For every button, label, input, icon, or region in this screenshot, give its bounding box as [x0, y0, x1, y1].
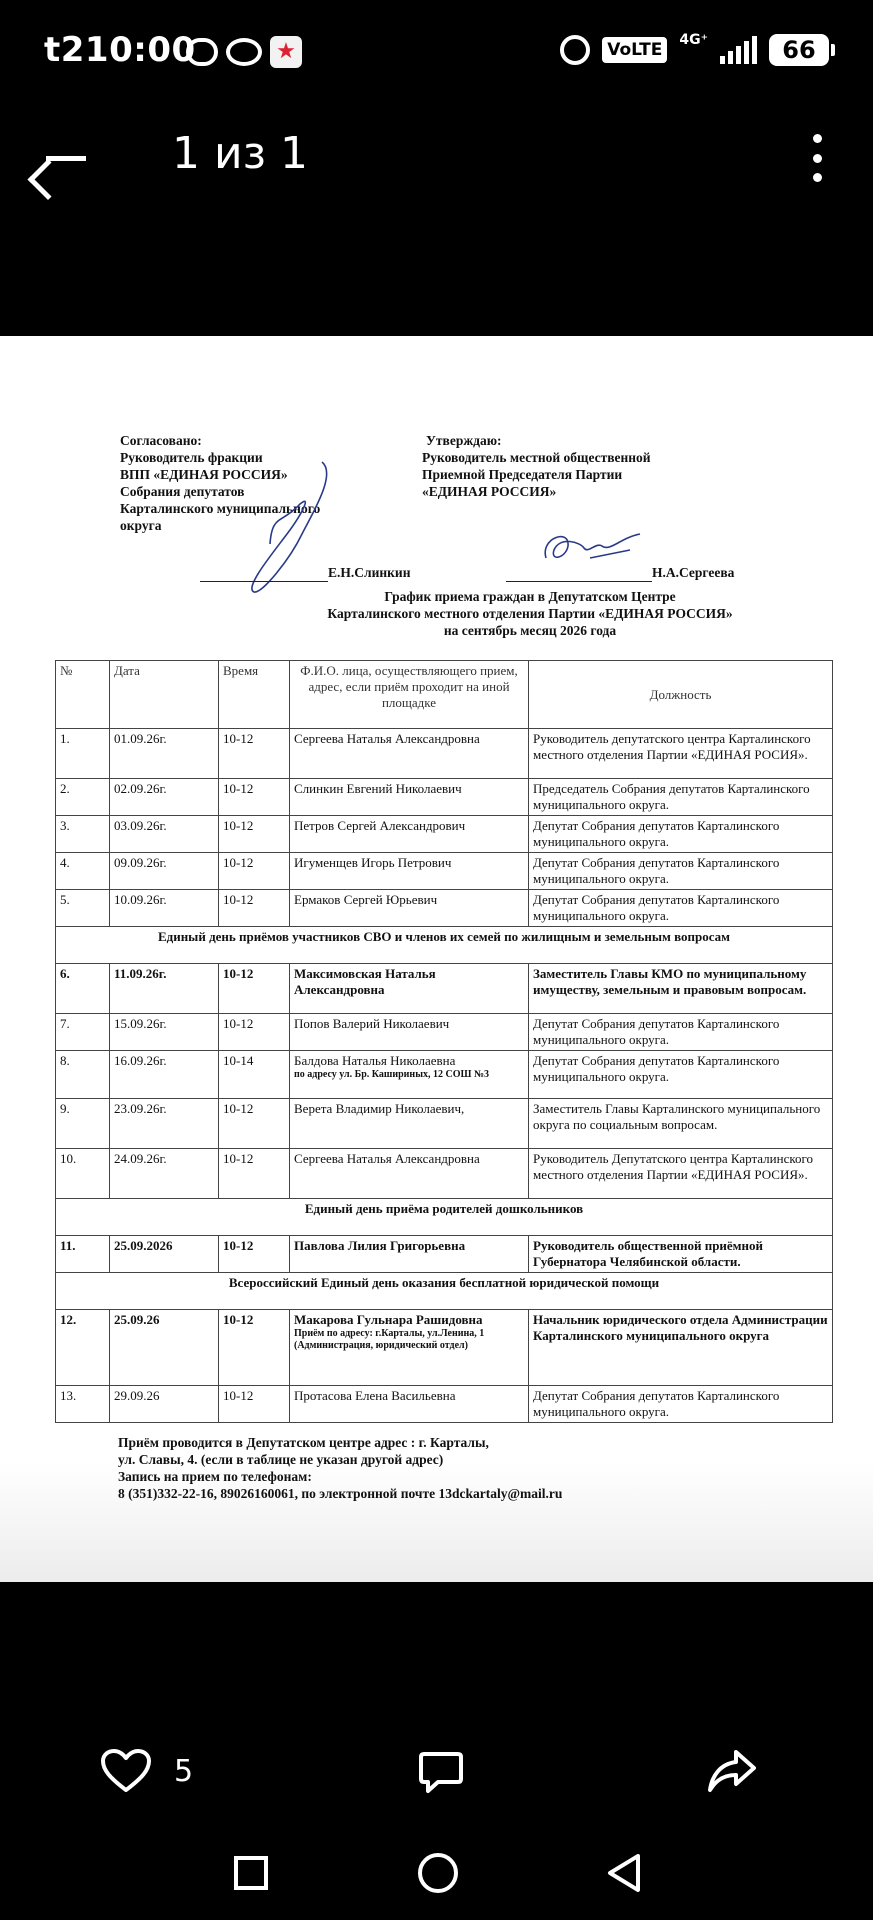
share-icon[interactable] [706, 1748, 758, 1794]
network-type: 4G⁺ [679, 32, 708, 48]
table-row: 10. 24.09.26г. 10-12 Сергеева Наталья Александровна Руководитель Депутатского центра Карталинского местного отделения Партии «ЕДИНАЯ РОСИЯ». [56, 1149, 833, 1199]
table-row: 8. 16.09.26г. 10-14 Балдова Наталья Николаевна по адресу ул. Бр. Кашириных, 12 СОШ №3 Депутат Собрания депутатов Карталинского муниципального округа. [56, 1051, 833, 1099]
document-title: График приема граждан в Депутатском Центре Карталинского местного отделения Партии «ЕДИНАЯ РОССИЯ» на сентябрь месяц 2026 года [327, 589, 733, 638]
status-right [560, 34, 829, 66]
heart-icon[interactable] [100, 1748, 152, 1794]
nav-back-icon[interactable] [604, 1852, 644, 1894]
more-options-icon[interactable] [813, 134, 825, 182]
chat-bubble-icon [186, 38, 218, 66]
alarm-icon [560, 35, 590, 65]
signature-line-left: Е.Н.Слинкин [200, 565, 410, 582]
battery-icon: 66 [769, 34, 829, 66]
viewer-toolbar [0, 110, 873, 210]
table-header-row: № Дата Время Ф.И.О. лица, осуществляющего прием, адрес, если приём проходит на иной площадке Должность [56, 661, 833, 729]
star-app-icon: ★ [270, 36, 302, 68]
document-image[interactable] [0, 336, 873, 1582]
table-row: 7. 15.09.26г. 10-12 Попов Валерий Николаевич Депутат Собрания депутатов Карталинского муниципального округа. [56, 1014, 833, 1051]
approved-block: Согласовано: Руководитель фракции ВПП «ЕДИНАЯ РОССИЯ» Собрания депутатов Карталинского муниципального округа [120, 433, 321, 533]
status-time: t210:00 [44, 30, 196, 70]
schedule-table [55, 660, 833, 1423]
action-bar [0, 1740, 873, 1810]
table-row: 9. 23.09.26г. 10-12 Верета Владимир Николаевич, Заместитель Главы Карталинского муниципального округа по социальным вопросам. [56, 1099, 833, 1149]
table-row: 6. 11.09.26г. 10-12 Максимовская Наталья Александровна Заместитель Главы КМО по муниципальному имуществу, земельным и правовым вопросам. [56, 964, 833, 1014]
volte-badge: VoLTE [602, 37, 667, 63]
table-row: 13. 29.09.26 10-12 Протасова Елена Васильевна Депутат Собрания депутатов Карталинского муниципального округа. [56, 1386, 833, 1423]
home-icon[interactable] [418, 1853, 458, 1893]
section-row-preschool: Единый день приёма родителей дошкольников [56, 1199, 833, 1236]
back-arrow-icon[interactable] [40, 132, 90, 182]
signal-icon [720, 36, 757, 64]
footer-note: Приём проводится в Депутатском центре адрес : г. Карталы, ул. Славы, 4. (если в таблице не указан другой адрес) Запись на прием по телефонам: 8 (351)332-22-16, 89026160061, по электронной почте 13dckartaly@mail.ru [118, 1435, 563, 1501]
signature-line-right: Н.А.Сергеева [506, 565, 734, 582]
section-row-svo: Единый день приёмов участников СВО и членов их семей по жилищным и земельным вопросам [56, 927, 833, 964]
section-row-legal: Всероссийский Единый день оказания бесплатной юридической помощи [56, 1273, 833, 1310]
signature-right [540, 528, 650, 568]
table-row: 2. 02.09.26г. 10-12 Слинкин Евгений Николаевич Председатель Собрания депутатов Карталинского муниципального округа. [56, 779, 833, 816]
table-row: 5. 10.09.26г. 10-12 Ермаков Сергей Юрьевич Депутат Собрания депутатов Карталинского муниципального округа. [56, 890, 833, 927]
table-row: 12. 25.09.26 10-12 Макарова Гульнара Рашидовна Приём по адресу: г.Карталы, ул.Ленина, 1 (Администрация, юридический отдел) Начальник юридического отдела Администрации Карталинского муниципального округа [56, 1310, 833, 1386]
ring-icon [226, 38, 262, 66]
system-nav-bar [0, 1842, 873, 1908]
like-count: 5 [174, 1754, 194, 1789]
confirm-block: Утверждаю: Руководитель местной общественной Приемной Председателя Партии «ЕДИНАЯ РОССИЯ» [422, 433, 651, 499]
notification-icons [186, 36, 302, 68]
comment-icon[interactable] [418, 1750, 464, 1796]
table-row: 1. 01.09.26г. 10-12 Сергеева Наталья Александровна Руководитель депутатского центра Карталинского местного отделения Партии «ЕДИНАЯ РОСИЯ». [56, 729, 833, 779]
table-row: 4. 09.09.26г. 10-12 Игуменщев Игорь Петрович Депутат Собрания депутатов Карталинского муниципального округа. [56, 853, 833, 890]
recent-apps-icon[interactable] [234, 1856, 268, 1890]
page-counter: 1 из 1 [172, 128, 308, 179]
table-row: 11. 25.09.2026 10-12 Павлова Лилия Григорьевна Руководитель общественной приёмной Губернатора Челябинской области. [56, 1236, 833, 1273]
table-row: 3. 03.09.26г. 10-12 Петров Сергей Александрович Депутат Собрания депутатов Карталинского муниципального округа. [56, 816, 833, 853]
status-bar [0, 0, 873, 100]
